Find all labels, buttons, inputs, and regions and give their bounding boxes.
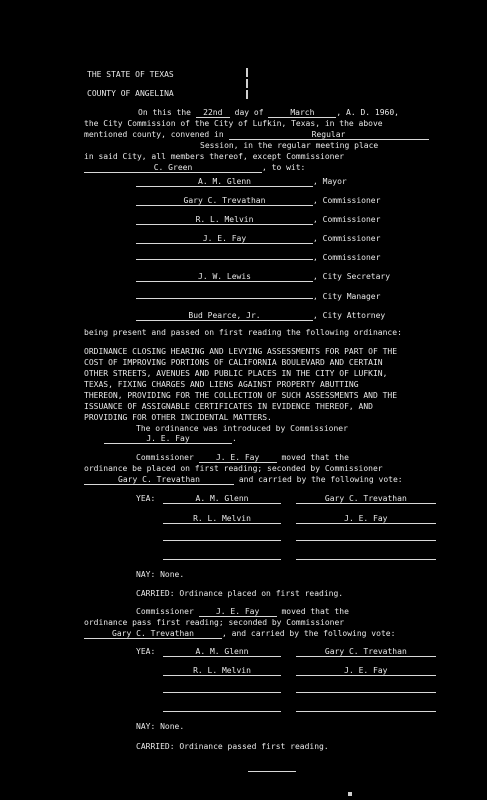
roster-name: J. E. Fay xyxy=(136,234,313,244)
state-caption: THE STATE OF TEXAS xyxy=(87,70,174,79)
being-present-line: being present and passed on first reading the following ordinance: xyxy=(84,328,402,337)
motion1-line-2: ordinance be placed on first reading; seconded by Commissioner xyxy=(84,464,383,473)
introduced-line: The ordinance was introduced by Commissioner xyxy=(136,424,348,433)
yea-voter: Gary C. Trevathan xyxy=(296,647,436,657)
yea-voter: R. L. Melvin xyxy=(163,514,281,524)
roster-title: , Commissioner xyxy=(313,215,381,224)
intro-line-1 xyxy=(138,108,399,118)
vote1-row xyxy=(163,553,436,563)
intro-text: day of xyxy=(234,108,264,117)
nay-value: None. xyxy=(160,570,185,579)
vote1-row xyxy=(163,514,436,524)
vote2-row xyxy=(163,686,436,696)
seconder-field: Gary C. Trevathan xyxy=(84,629,222,639)
yea-voter xyxy=(163,540,281,541)
roster-row xyxy=(136,196,380,206)
intro-line-2: the City Commission of the City of Lufkin, Texas, in the above xyxy=(84,119,383,128)
roster-name xyxy=(136,259,313,260)
vote2-row xyxy=(163,705,436,715)
yea-label: YEA: xyxy=(136,647,156,656)
intro-text: mentioned county, convened in xyxy=(84,130,224,139)
roster-row xyxy=(136,215,380,225)
yea-voter: J. E. Fay xyxy=(296,666,436,676)
caption-bracket xyxy=(246,90,248,99)
yea-voter: R. L. Melvin xyxy=(163,666,281,676)
ordinance-title-line: ORDINANCE CLOSING HEARING AND LEVYING ASSESSMENTS FOR PART OF THE xyxy=(84,347,398,356)
yea-voter: Gary C. Trevathan xyxy=(296,494,436,504)
yea-voter xyxy=(296,540,436,541)
session-type-field: Regular xyxy=(229,130,429,140)
roster-title: , Commissioner xyxy=(313,196,381,205)
county-caption: COUNTY OF ANGELINA xyxy=(87,89,174,98)
ordinance-title-line: TEXAS, FIXING CHARGES AND LIENS AGAINST PROPERTY ABUTTING xyxy=(84,380,359,389)
roster-row xyxy=(136,177,347,187)
mover-field: J. E. Fay xyxy=(199,453,277,463)
yea-voter: A. M. Glenn xyxy=(163,494,281,504)
carried-label: CARRIED: xyxy=(136,589,175,598)
day-field: 22nd xyxy=(196,108,230,118)
intro-line-3 xyxy=(84,130,429,140)
yea-voter xyxy=(163,559,281,560)
roster-name xyxy=(136,298,313,299)
yea-label: YEA: xyxy=(136,494,156,503)
roster-row xyxy=(136,272,390,282)
vote1-row xyxy=(163,534,436,544)
mover-field: J. E. Fay xyxy=(199,607,277,617)
ordinance-title-line: COST OF IMPROVING PORTIONS OF CALIFORNIA BOULEVARD AND CERTAIN xyxy=(84,358,383,367)
yea-voter: A. M. Glenn xyxy=(163,647,281,657)
ordinance-title-line: PROVIDING FOR OTHER INCIDENTAL MATTERS. xyxy=(84,413,272,422)
carried-line xyxy=(136,589,343,599)
roster-name: J. W. Lewis xyxy=(136,272,313,282)
intro-text: On this the xyxy=(138,108,191,117)
seconder-field: Gary C. Trevathan xyxy=(84,475,234,485)
nay-value: None. xyxy=(160,722,185,731)
carried-label: CARRIED: xyxy=(136,742,175,751)
vote2-row xyxy=(163,666,436,676)
motion-text: Commissioner xyxy=(136,607,194,616)
motion2-line-1 xyxy=(136,607,349,617)
motion-text: moved that the xyxy=(281,453,349,462)
motion-text: moved that the xyxy=(281,607,349,616)
roster-title: , City Attorney xyxy=(313,311,386,320)
motion-text: , and carried by the following vote: xyxy=(222,629,396,638)
caption-bracket xyxy=(246,68,248,77)
motion1-line-1 xyxy=(136,453,349,463)
carried-line xyxy=(136,742,329,752)
motion2-line-2: ordinance pass first reading; seconded by Commissioner xyxy=(84,618,345,627)
roster-row xyxy=(136,253,380,263)
roster-row xyxy=(136,311,385,321)
roster-row xyxy=(136,234,380,244)
absent-member-field: C. Green xyxy=(84,163,262,173)
roster-name: Bud Pearce, Jr. xyxy=(136,311,313,321)
ordinance-title-line: THEREON, PROVIDING FOR THE COLLECTION OF SUCH ASSESSMENTS AND THE xyxy=(84,391,398,400)
motion-text: and carried by the following vote: xyxy=(238,475,403,484)
roster-title: , City Secretary xyxy=(313,272,391,281)
vote2-row xyxy=(163,647,436,657)
signature-line xyxy=(248,771,296,772)
introduced-by-field: J. E. Fay xyxy=(104,434,232,444)
roster-name: A. M. Glenn xyxy=(136,177,313,187)
page-mark xyxy=(348,792,352,796)
motion-text: Commissioner xyxy=(136,453,194,462)
month-field: March xyxy=(268,108,336,118)
carried-value: Ordinance placed on first reading. xyxy=(179,589,344,598)
nay-label: NAY: xyxy=(136,722,156,731)
caption-bracket xyxy=(246,79,248,88)
ordinance-title-line: OTHER STREETS, AVENUES AND PUBLIC PLACES IN THE CITY OF LUFKIN, xyxy=(84,369,388,378)
intro-text: , A. D. 1960, xyxy=(336,108,399,117)
roster-name: Gary C. Trevathan xyxy=(136,196,313,206)
intro-line-4: Session, in the regular meeting place xyxy=(200,141,379,150)
roster-name: R. L. Melvin xyxy=(136,215,313,225)
yea-voter xyxy=(163,692,281,693)
yea-voter xyxy=(296,692,436,693)
motion1-line-3 xyxy=(84,475,403,485)
nay-line xyxy=(136,722,184,732)
roster-title: , Commissioner xyxy=(313,253,381,262)
yea-voter: J. E. Fay xyxy=(296,514,436,524)
roster-title: , Mayor xyxy=(313,177,347,186)
yea-voter xyxy=(163,711,281,712)
nay-line xyxy=(136,570,184,580)
roster-title: , City Manager xyxy=(313,292,381,301)
motion2-line-3 xyxy=(84,629,395,639)
yea-voter xyxy=(296,711,436,712)
introduced-by-line xyxy=(104,434,237,444)
intro-line-5: in said City, all members thereof, except Commissioner xyxy=(84,152,345,161)
roster-row xyxy=(136,292,380,302)
yea-voter xyxy=(296,559,436,560)
intro-text: , to wit: xyxy=(262,163,306,172)
period: . xyxy=(232,434,237,443)
vote1-row xyxy=(163,494,436,504)
carried-value: Ordinance passed first reading. xyxy=(179,742,329,751)
intro-line-6 xyxy=(84,163,305,173)
nay-label: NAY: xyxy=(136,570,156,579)
ordinance-title-line: ISSUANCE OF ASSIGNABLE CERTIFICATES IN EVIDENCE THEREOF, AND xyxy=(84,402,373,411)
roster-title: , Commissioner xyxy=(313,234,381,243)
